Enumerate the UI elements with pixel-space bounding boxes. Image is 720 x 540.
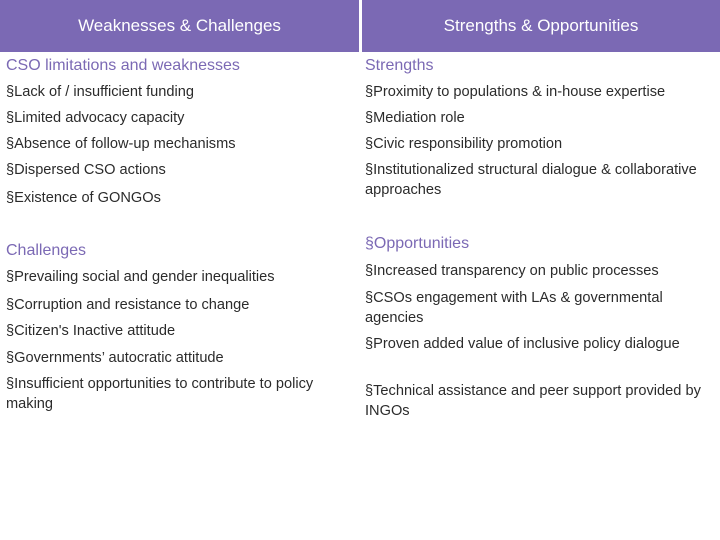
list-item: §Absence of follow-up mechanisms bbox=[6, 136, 236, 152]
list-item: §Dispersed CSO actions bbox=[6, 162, 166, 178]
list-item: §Prevailing social and gender inequalities bbox=[6, 269, 275, 285]
list-item: §Governments’ autocratic attitude bbox=[6, 350, 224, 366]
list-item: §Proven added value of inclusive policy dialogue bbox=[365, 336, 680, 352]
list-item: §Civic responsibility promotion bbox=[365, 136, 563, 152]
section-title-opportunities: §Opportunities bbox=[365, 235, 470, 252]
header-weaknesses-challenges bbox=[0, 0, 359, 52]
list-item: §Proximity to populations & in-house expertise bbox=[365, 84, 666, 100]
header-strengths-opportunities bbox=[362, 0, 720, 52]
list-item: §Institutionalized structural dialogue & collaborative approaches bbox=[365, 162, 697, 198]
header-right-title: Strengths & Opportunities bbox=[443, 16, 639, 35]
list-item: §Corruption and resistance to change bbox=[6, 297, 250, 313]
list-item: §Existence of GONGOs bbox=[6, 190, 161, 206]
list-item: §Increased transparency on public processes bbox=[365, 263, 659, 279]
list-item: §Citizen's Inactive attitude bbox=[6, 323, 176, 339]
list-item: §CSOs engagement with LAs & governmental agencies bbox=[365, 290, 663, 326]
header-left-title: Weaknesses & Challenges bbox=[78, 16, 281, 35]
list-item: §Mediation role bbox=[365, 110, 465, 126]
list-item: §Limited advocacy capacity bbox=[6, 110, 185, 126]
list-item: §Insufficient opportunities to contribute to policy making bbox=[6, 376, 314, 412]
list-item: §Lack of / insufficient funding bbox=[6, 84, 194, 100]
list-item: §Technical assistance and peer support provided by INGOs bbox=[365, 383, 701, 419]
section-title-strengths: Strengths bbox=[365, 57, 434, 74]
section-title-challenges: Challenges bbox=[6, 242, 87, 259]
section-title-cso-limitations: CSO limitations and weaknesses bbox=[6, 57, 240, 74]
